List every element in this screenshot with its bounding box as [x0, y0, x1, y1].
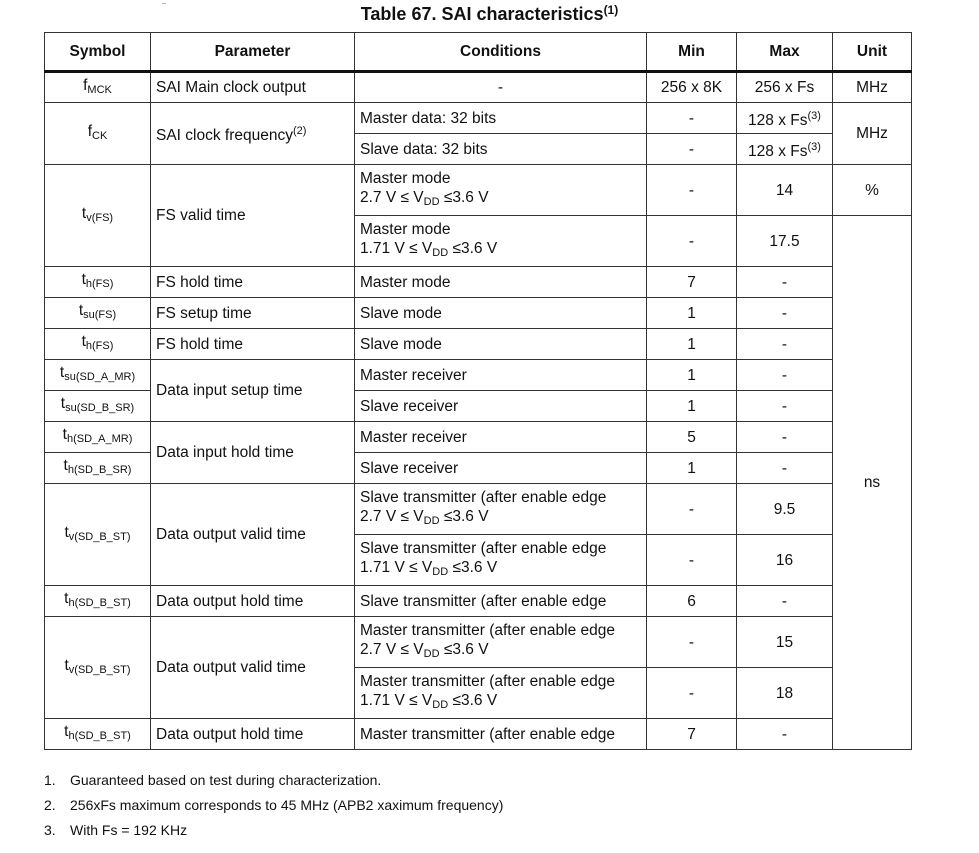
min-cell: 1	[647, 329, 737, 360]
min-cell: -	[647, 535, 737, 586]
symbol-cell: $t_{su(FS)}$	[45, 298, 151, 329]
conditions-cell: Master receiver	[355, 422, 647, 453]
max-cell: 14	[737, 165, 833, 216]
symbol-cell: $t_{h(SD\_B\_ST)}$	[45, 719, 151, 750]
unit-cell: MHz	[833, 72, 912, 103]
min-cell: 1	[647, 453, 737, 484]
min-cell: -	[647, 134, 737, 165]
parameter-cell: Data input hold time	[151, 422, 355, 484]
min-cell: -	[647, 617, 737, 668]
max-cell: -	[737, 422, 833, 453]
conditions-cell: Master mode 2.7 $V \le V_{DD} \le 3.6$ V	[355, 165, 647, 216]
table-row	[45, 298, 912, 329]
header-symbol: Symbol	[45, 33, 151, 72]
conditions-cell: Slave receiver	[355, 453, 647, 484]
min-cell: 5	[647, 422, 737, 453]
conditions-cell: Master transmitter (after enable edge	[355, 719, 647, 750]
header-unit: Unit	[833, 33, 912, 72]
parameter-cell: FS hold time	[151, 329, 355, 360]
conditions-cell: Slave transmitter (after enable edge 1.71 $V \le V_{DD} \le 3.6$ V	[355, 535, 647, 586]
title-note-ref: (1)	[603, 3, 619, 17]
table-row	[45, 617, 912, 668]
min-cell: 1	[647, 360, 737, 391]
max-cell: -	[737, 586, 833, 617]
parameter-cell: SAI clock frequency$^{(2)}$	[151, 103, 355, 165]
max-cell: -	[737, 719, 833, 750]
unit-cell: MHz	[833, 103, 912, 165]
max-cell: -	[737, 267, 833, 298]
parameter-cell: Data input setup time	[151, 360, 355, 422]
min-cell: -	[647, 165, 737, 216]
conditions-cell: Master data: 32 bits	[355, 103, 647, 134]
min-cell: -	[647, 216, 737, 267]
table-row	[45, 484, 912, 535]
symbol-cell: $f_{MCK}$	[45, 72, 151, 103]
symbol-cell: $t_{v(SD\_B\_ST)}$	[45, 484, 151, 586]
conditions-cell: Slave transmitter (after enable edge	[355, 586, 647, 617]
footnote: 1. Guaranteed based on test during characterization.	[44, 772, 382, 788]
max-cell: 128 x Fs$^{(3)}$	[737, 103, 833, 134]
parameter-cell: SAI Main clock output	[151, 72, 355, 103]
conditions-cell: Master transmitter (after enable edge 1.71 $V \le V_{DD} \le 3.6$ V	[355, 668, 647, 719]
header-min: Min	[647, 33, 737, 72]
symbol-cell: $t_{h(FS)}$	[45, 267, 151, 298]
footnote: 2. 256xFs maximum corresponds to 45 MHz (APB2 xaximum frequency)	[44, 797, 504, 813]
parameter-cell: Data output hold time	[151, 719, 355, 750]
table-row	[45, 360, 912, 391]
table-title	[0, 3, 979, 25]
footnotes	[44, 770, 503, 845]
min-cell: -	[647, 103, 737, 134]
max-cell: 16	[737, 535, 833, 586]
max-cell: 15	[737, 617, 833, 668]
table-row	[45, 329, 912, 360]
max-cell: 128 x Fs$^{(3)}$	[737, 134, 833, 165]
table-row	[45, 165, 912, 216]
conditions-cell: Slave mode	[355, 329, 647, 360]
max-cell: 18	[737, 668, 833, 719]
max-cell: -	[737, 453, 833, 484]
min-cell: -	[647, 484, 737, 535]
max-cell: 256 x Fs	[737, 72, 833, 103]
max-cell: 17.5	[737, 216, 833, 267]
table-row	[45, 422, 912, 453]
min-cell: -	[647, 668, 737, 719]
min-cell: 6	[647, 586, 737, 617]
header-parameter: Parameter	[151, 33, 355, 72]
symbol-cell: $t_{su(SD\_A\_MR)}$	[45, 360, 151, 391]
symbol-cell: $t_{h(SD\_B\_ST)}$	[45, 586, 151, 617]
max-cell: -	[737, 360, 833, 391]
table-row	[45, 267, 912, 298]
min-cell: 1	[647, 298, 737, 329]
min-cell: 7	[647, 719, 737, 750]
sai-characteristics-table	[44, 32, 912, 750]
parameter-cell: Data output valid time	[151, 617, 355, 719]
table-row	[45, 72, 912, 103]
symbol-cell: $t_{h(FS)}$	[45, 329, 151, 360]
conditions-cell: Slave receiver	[355, 391, 647, 422]
min-cell: 1	[647, 391, 737, 422]
symbol-cell: $t_{h(SD\_B\_SR)}$	[45, 453, 151, 484]
min-cell: 7	[647, 267, 737, 298]
conditions-cell: Master receiver	[355, 360, 647, 391]
header-row	[45, 33, 912, 72]
table-title-text: Table 67. SAI characteristics	[360, 4, 604, 24]
conditions-cell: Slave transmitter (after enable edge 2.7 $V \le V_{DD} \le 3.6$ V	[355, 484, 647, 535]
conditions-cell: Slave mode	[355, 298, 647, 329]
parameter-cell: FS setup time	[151, 298, 355, 329]
header-max: Max	[737, 33, 833, 72]
max-cell: -	[737, 391, 833, 422]
max-cell: -	[737, 298, 833, 329]
conditions-cell: Master mode	[355, 267, 647, 298]
min-cell: 256 x 8K	[647, 72, 737, 103]
symbol-cell: $t_{v(SD\_B\_ST)}$	[45, 617, 151, 719]
table-row	[45, 586, 912, 617]
max-cell: 9.5	[737, 484, 833, 535]
table-row	[45, 103, 912, 134]
max-cell: -	[737, 329, 833, 360]
header-conditions: Conditions	[355, 33, 647, 72]
symbol-cell: $f_{CK}$	[45, 103, 151, 165]
unit-cell: %	[833, 165, 912, 216]
conditions-cell: -	[355, 72, 647, 103]
parameter-cell: FS valid time	[151, 165, 355, 267]
parameter-cell: Data output valid time	[151, 484, 355, 586]
table-row	[45, 719, 912, 750]
conditions-cell: Slave data: 32 bits	[355, 134, 647, 165]
conditions-cell: Master transmitter (after enable edge 2.7 $V \le V_{DD} \le 3.6$ V	[355, 617, 647, 668]
symbol-cell: $t_{su(SD\_B\_SR)}$	[45, 391, 151, 422]
symbol-cell: $t_{v(FS)}$	[45, 165, 151, 267]
conditions-cell: Master mode 1.71 $V \le V_{DD} \le 3.6$ V	[355, 216, 647, 267]
footnote: 3. With Fs = 192 KHz	[44, 822, 188, 838]
unit-cell-ns: ns	[833, 216, 912, 750]
parameter-cell: FS hold time	[151, 267, 355, 298]
symbol-cell: $t_{h(SD\_A\_MR)}$	[45, 422, 151, 453]
parameter-cell: Data output hold time	[151, 586, 355, 617]
